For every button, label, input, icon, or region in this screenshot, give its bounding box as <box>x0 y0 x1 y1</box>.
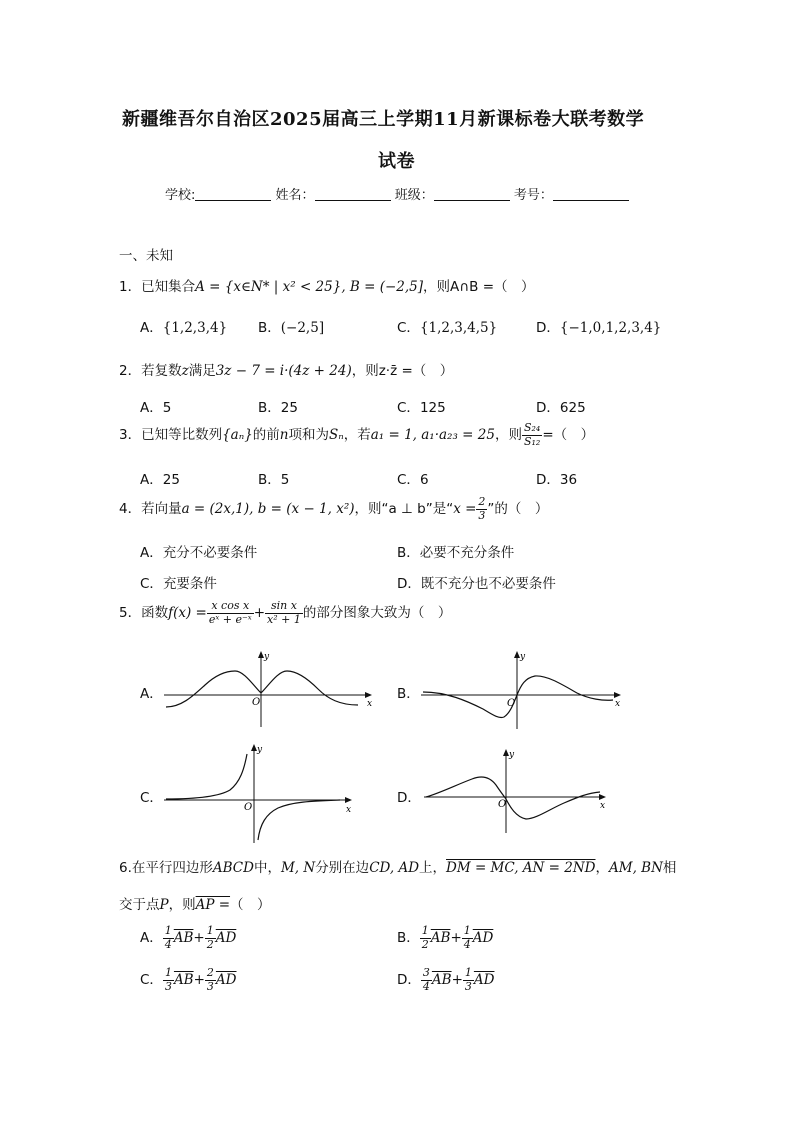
q4-option-d[interactable]: D．既不充分也不必要条件 <box>397 576 556 592</box>
graph-c[interactable] <box>160 740 360 845</box>
school-blank[interactable] <box>195 188 271 201</box>
q3-option-b[interactable]: B．5 <box>258 472 290 488</box>
graph-d-x-label: x <box>600 801 606 811</box>
q3-text: 已知等比数列 <box>141 427 223 444</box>
graph-c-curve-right <box>258 800 340 840</box>
graph-b-x-label: x <box>615 699 621 709</box>
graph-c-x-arrow <box>345 797 352 803</box>
class-blank[interactable] <box>434 188 510 201</box>
q6-ap: AP = <box>195 897 231 913</box>
q6-text-5: 相 <box>662 860 677 876</box>
q3-ask: =（ ） <box>542 427 595 444</box>
section-heading: 一、未知 <box>119 248 173 264</box>
q4-xeq: x = <box>453 501 477 518</box>
graph-c-y-label: y <box>257 745 263 755</box>
graph-b-curve <box>423 676 613 718</box>
q6-ask: （ ） <box>230 897 271 913</box>
page-title-line1: 新疆维吾尔自治区2025届高三上学期11月新课标卷大联考数学 <box>122 109 645 130</box>
q6-text-2: 分别在边 <box>315 860 370 876</box>
graph-a-y-label: y <box>264 652 270 662</box>
q2-option-b[interactable]: B．25 <box>258 400 298 416</box>
graph-a-curve <box>166 671 358 707</box>
q6-cdad: CD, AD <box>369 860 420 876</box>
question-2 <box>119 359 453 379</box>
q3-text-4: ，则 <box>494 427 522 444</box>
q1-option-d[interactable]: D．{−1,0,1,2,3,4} <box>536 320 662 336</box>
q5-fraction-2: $\frac{\text{sin x}}{\text{x² + 1}}$ <box>267 599 301 626</box>
graph-d-x-arrow <box>599 794 606 800</box>
q6-mn: M, N <box>280 860 316 876</box>
q2-math: 3z − 7 = i·(4z + 24) <box>215 363 352 379</box>
question-6-line1 <box>119 856 676 876</box>
q6-option-b[interactable]: B． $\frac{1}{2}$ $\overline{AB}+$ $\frac{1}{4}$ $\overline{AD}$ <box>397 924 494 951</box>
page-title-line2: 试卷 <box>378 151 415 172</box>
q2-var: z <box>181 363 189 379</box>
q5-option-b[interactable]: B． <box>397 686 420 702</box>
q6-text-1: 中， <box>253 860 281 876</box>
q3-cond: a₁ = 1, a₁·a₂₃ = 25 <box>370 427 495 444</box>
q3-n: n <box>279 427 289 444</box>
school-label: 学校: <box>165 188 196 203</box>
graph-d-origin: O <box>498 799 507 810</box>
exam-no-label: 考号： <box>513 188 553 203</box>
question-1 <box>119 275 535 295</box>
q3-option-c[interactable]: C．6 <box>397 472 429 488</box>
q3-fraction: $\frac{\text{S₂₄}}{\text{S₁₂}}$ <box>523 421 541 448</box>
graph-c-origin: O <box>244 802 253 813</box>
q1-option-c[interactable]: C．{1,2,3,4,5} <box>397 320 498 336</box>
q4-option-a[interactable]: A．充分不必要条件 <box>140 545 258 561</box>
q2-option-c[interactable]: C．125 <box>397 400 446 416</box>
graph-d-y-label: y <box>509 750 515 760</box>
q6-option-c[interactable]: C． $\frac{1}{3}$ $\overline{AB}+$ $\frac{2}{3}$ $\overline{AD}$ <box>140 966 237 993</box>
q1-number: 1． <box>119 279 142 295</box>
q2-text-mid: 满足 <box>188 363 216 379</box>
student-info-line <box>165 184 629 203</box>
q4-option-b[interactable]: B．必要不充分条件 <box>397 545 515 561</box>
q3-option-a[interactable]: A．25 <box>140 472 180 488</box>
q6-option-d[interactable]: D． $\frac{3}{4}$ $\overline{AB}+$ $\frac{1}{3}$ $\overline{AD}$ <box>397 966 495 993</box>
q6-ambn: AM, BN <box>609 860 663 876</box>
q6-p: P <box>159 897 169 913</box>
graph-c-x-label: x <box>346 805 352 815</box>
graph-a-x-arrow <box>365 692 372 698</box>
class-label: 班级： <box>394 188 434 203</box>
q5-option-d[interactable]: D． <box>397 790 421 806</box>
q6-text-3: 上， <box>419 860 447 876</box>
q1-option-a[interactable]: A．{1,2,3,4} <box>140 320 228 336</box>
q1-math: A = {x∈N* | x² < 25}, B = (−2,5] <box>195 279 424 295</box>
question-5 <box>119 600 451 626</box>
q3-seq: {aₙ} <box>222 427 253 444</box>
question-3 <box>119 422 594 448</box>
q3-option-d[interactable]: D．36 <box>536 472 578 488</box>
q5-ask: 的部分图象大致为（ ） <box>302 605 452 622</box>
graph-a-x-label: x <box>367 699 373 709</box>
q4-ask: ”的（ ） <box>487 501 549 518</box>
graph-b-origin: O <box>507 698 516 709</box>
graph-d-curve <box>426 777 600 819</box>
graph-a[interactable] <box>160 645 375 730</box>
q6-text-7: ，则 <box>168 897 196 913</box>
q6-vector-condition: DM = MC, AN = 2ND <box>446 860 596 876</box>
graph-a-origin: O <box>252 697 261 708</box>
q6-text-6: 交于点 <box>119 897 160 913</box>
q4-text: 若向量 <box>141 501 182 518</box>
q2-text: 若复数 <box>141 363 182 379</box>
q3-s: Sₙ <box>329 427 344 444</box>
graph-b-y-label: y <box>520 652 526 662</box>
graph-d[interactable] <box>420 745 615 835</box>
q5-option-a[interactable]: A． <box>140 686 163 702</box>
q5-fx: f(x) = <box>168 605 207 622</box>
q4-text-mid: ，则“a ⊥ b”是“ <box>354 501 454 518</box>
name-blank[interactable] <box>315 188 391 201</box>
q6-text-4: ， <box>595 860 609 876</box>
graph-b[interactable] <box>417 645 627 730</box>
q2-number: 2． <box>119 363 142 379</box>
graph-b-x-arrow <box>614 692 621 698</box>
q5-option-c[interactable]: C． <box>140 790 163 806</box>
q1-text: 已知集合 <box>141 279 196 295</box>
exam-no-blank[interactable] <box>553 188 629 201</box>
q2-option-a[interactable]: A．5 <box>140 400 172 416</box>
q5-fraction-1: $\frac{\text{x cos x}}{\text{eˣ + e⁻ˣ}}$ <box>208 599 252 626</box>
q4-fraction: $\frac{2}{3}$ <box>478 495 486 522</box>
question-4 <box>119 496 548 522</box>
q6-option-a[interactable]: A． $\frac{1}{4}$ $\overline{AB}+$ $\frac{1}{2}$ $\overline{AD}$ <box>140 924 237 951</box>
q5-number: 5． <box>119 605 142 622</box>
q5-plus: + <box>253 605 266 622</box>
q5-text: 函数 <box>141 605 169 622</box>
q1-ask: ，则A∩B =（ ） <box>423 279 535 295</box>
q2-ask: ，则z·z̄ =（ ） <box>351 363 454 379</box>
q4-option-c[interactable]: C．充要条件 <box>140 576 217 592</box>
name-label: 姓名： <box>275 188 315 203</box>
q4-math: a = (2x,1), b = (x − 1, x²) <box>181 501 355 518</box>
q4-number: 4． <box>119 501 142 518</box>
q1-option-b[interactable]: B．(−2,5] <box>258 320 325 336</box>
q3-text-1: 的前 <box>252 427 280 444</box>
q6-abcd: ABCD <box>212 860 254 876</box>
question-6-line2 <box>119 893 271 913</box>
q3-number: 3． <box>119 427 142 444</box>
q3-text-2: 项和为 <box>288 427 329 444</box>
graph-c-curve-left <box>166 754 247 799</box>
q3-text-3: ，若 <box>343 427 371 444</box>
q2-option-d[interactable]: D．625 <box>536 400 586 416</box>
q6-text: 6.在平行四边形 <box>119 860 213 876</box>
